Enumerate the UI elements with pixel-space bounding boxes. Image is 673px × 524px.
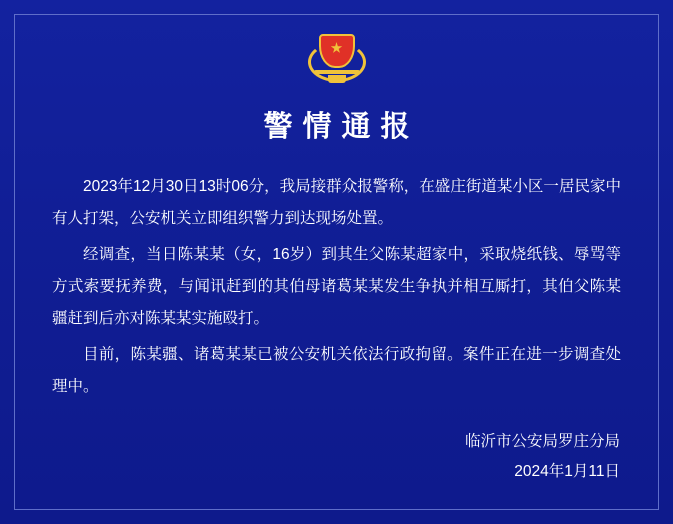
page-title: 警情通报 xyxy=(263,111,420,143)
shield-shape xyxy=(319,34,355,68)
issue-date: 2024年1月11日 xyxy=(514,463,620,480)
notice-paragraph: 2023年12月30日13时06分，我局接群众报警称，在盛庄街道某小区一居民家中有人打架，公安机关立即组织警力到达现场处置。 xyxy=(52,178,621,227)
badge-bar-shape xyxy=(314,70,360,74)
police-badge-icon xyxy=(306,28,368,90)
notice-body xyxy=(52,171,621,407)
badge-base-shape xyxy=(328,75,346,83)
notice-paragraph: 目前，陈某疆、诸葛某某已被公安机关依法行政拘留。案件正在进一步调查处理中。 xyxy=(52,346,621,395)
signature-block xyxy=(51,427,622,487)
notice-paragraph: 经调查，当日陈某某（女，16岁）到其生父陈某超家中，采取烧纸钱、辱骂等方式索要抚养费，与闻讯赶到的其伯母诸葛某某发生争执并相互厮打，其伯父陈某疆赶到后亦对陈某某实施殴打。 xyxy=(52,246,621,327)
poster-content xyxy=(12,12,661,512)
issuing-authority: 临沂市公安局罗庄分局 xyxy=(464,433,620,450)
